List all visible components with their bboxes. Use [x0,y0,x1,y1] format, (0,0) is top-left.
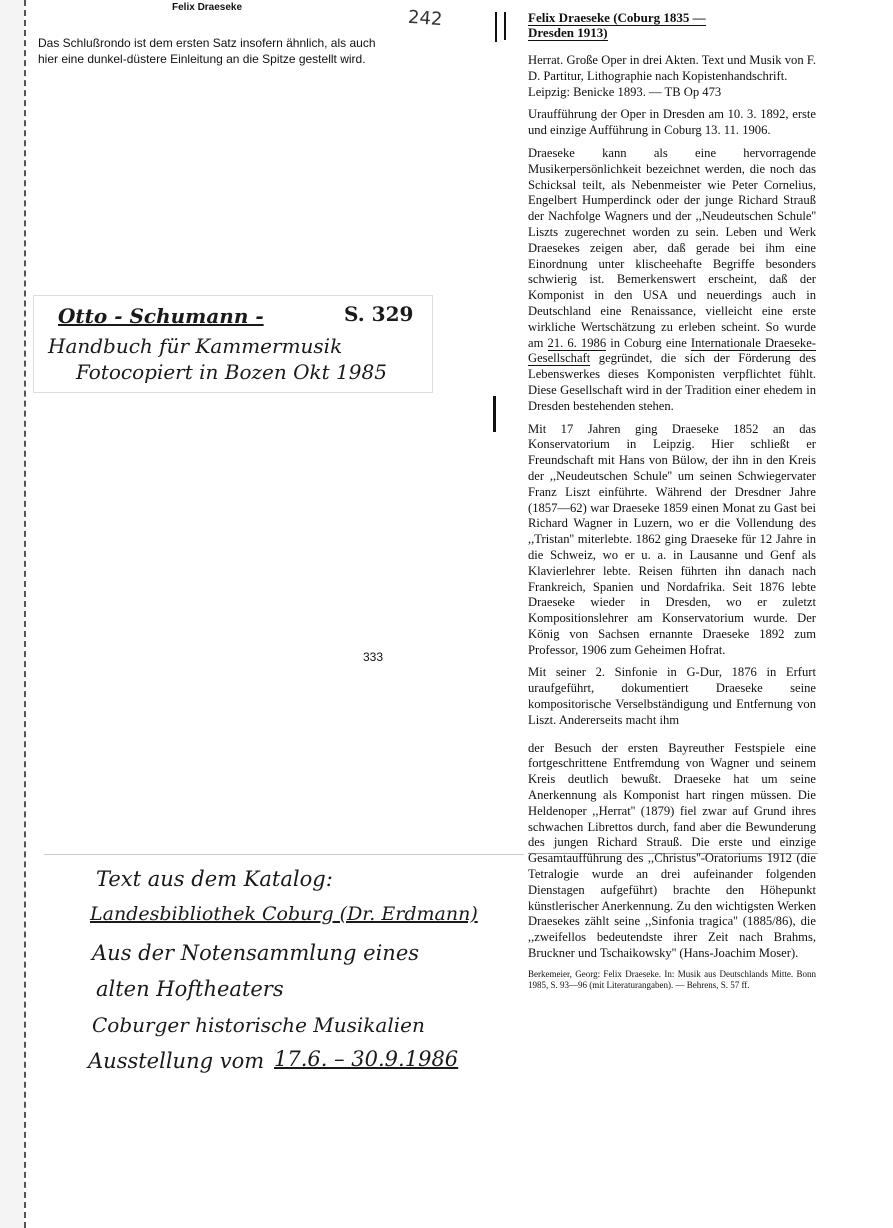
article-p3-rest: gegründet, die sich der Förderung des Lebenswerkes dieses Komponisten verpflichtet fühlt. Diese Gesellschaft wird in der Tradition einer ehedem in Dresden bestehenden stehen. [528,351,816,413]
margin-mark-3 [493,396,496,432]
note2-line5: Coburger historische Musikalien [92,1013,425,1037]
margin-mark-2 [504,12,506,40]
article-p1 [528,53,816,100]
page-header: Felix Draeseke [172,2,243,13]
article-title-line2: Dresden 1913) [528,25,608,40]
article-title [528,10,816,40]
article-p3 [528,146,816,415]
article-p3-date: 21. 6. 1986 [547,335,607,350]
article-column [528,10,816,998]
intro-paragraph: Das Schlußrondo ist dem ersten Satz insofern ähnlich, als auch hier eine dunkel-düstere Einleitung an die Spitze gestellt wird. [38,36,376,66]
note2-line4: alten Hoftheaters [96,977,284,1001]
note2-line6-dates: 17.6. – 30.9.1986 [274,1047,459,1071]
scan-left-margin [0,0,24,1228]
article-references: Berkemeier, Georg: Felix Draeseke. In: Musik aus Deutschlands Mitte. Bonn 1985, S. 93—96 (mit Literaturangaben). — Behrens, S. 57 ff. [528,968,816,990]
article-title-line1: Felix Draeseke (Coburg 1835 — [528,10,706,25]
note-author: Otto - Schumann - [58,304,264,328]
perforation-line [24,0,26,1228]
handwritten-note-catalog [44,854,524,1093]
note-book-title: Handbuch für Kammermusik [48,334,343,358]
article-p2: Uraufführung der Oper in Dresden am 10. 3. 1892, erste und einzige Aufführung in Coburg 13. 11. 1906. [528,107,816,138]
article-p3-mid: in Coburg eine [606,335,691,350]
note2-line2: Landesbibliothek Coburg (Dr. Erdmann) [90,903,478,925]
note-copy-info: Fotocopiert in Bozen Okt 1985 [76,360,387,384]
article-p1-text: Herrat. Große Oper in drei Akten. Text und Musik von F. D. Partitur, Lithographie nach Kopistenhandschrift. [528,53,816,83]
article-p5b: der Besuch der ersten Bayreuther Festspiele eine fortgeschrittene Entfremdung von Wagner und seinem Kreis deutlich bewußt. Draeseke hat um seine Anerkennung als Komponist hart ringen müssen. Die Heldenoper ,,Herrat'' (1879) fiel zwar auf Grund ihres schwachen Librettos durch, fand aber die Bewunderung des jungen Richard Strauß. Die erste und einzige Gesamtaufführung des ,,Christus''-Oratoriums 1912 (die Tetralogie wurde an drei aufeinander folgenden Dienstagen aufgeführt) brachte den Höhepunkt künstlerischer Anerkennung. Zu den wichtigsten Werken Draesekes zählt seine ,,Sinfonia tragica'' (1885/86), die ,,zweifellos bedeutendste ihrer Zeit nach Brahms, Bruckner und Tschaikowsky'' (Hans-Joachim Moser). [528,740,816,961]
margin-mark-1 [495,12,497,42]
article-p4: Mit 17 Jahren ging Draeseke 1852 an das Konservatorium in Leipzig. Hier schließt er Freundschaft mit Hans von Bülow, der ihn in den Kreis der ,,Neudeutschen Schule'' um seinen Schwiegervater Franz Liszt einführte. Während der Dresdner Jahre (1857—62) war Draeseke 1859 einen Monat zu Gast bei Richard Wagner in Luzern, wo er die Vollendung des ,,Tristan'' miterlebte. 1862 ging Draeseke für 12 Jahre in die Schweiz, wo er u. a. in Lausanne und Genf als Klavierlehrer lebte. Reisen führten ihn danach nach Frankreich, Spanien und Nordafrika. Seit 1876 lebte Draeseke wieder in Dresden, wo er zuletzt Kompositionslehrer am Konservatorium wurde. Der König von Sachsen ernannte Draeseke 1892 zum Professor, 1906 zum Geheimen Hofrat. [528,421,816,657]
handwritten-note-source [34,296,432,392]
article-p3-society: Internationale Draeseke-Gesellschaft [528,335,817,366]
note2-line6-label: Ausstellung vom [88,1049,265,1073]
article-p3-text: Draeseke kann als eine hervorragende Musikerpersönlichkeit bezeichnet werden, die noch das Schicksal teilt, als Nebenmeister wie Peter Cornelius, Engelbert Humperdinck oder der junge Richard Strauß der Nachfolge Wagners und der ,,Neudeutschen Schule'' Liszts zugerechnet worden zu sein. Leben und Werk Draesekes zeigen aber, daß gerade bei ihm eine Einordnung unter klischeehafte Begriffe besonders schwierig ist. Bemerkenswert erscheint, daß der Komponist in den USA und neuerdings auch in Deutschland eine Renaissance, vielleicht eine erste wirkliche Wertschätzung zu erleben scheint. So wurde am [528,145,816,350]
note2-line1: Text aus dem Katalog: [96,867,333,891]
article-p5a: Mit seiner 2. Sinfonie in G-Dur, 1876 in Erfurt uraufgeführt, dokumentiert Draeseke seine kompositorische Verselbständigung und Entfernung von Liszt. Andererseits macht ihm [528,665,816,727]
handwritten-page-number: 242 [407,6,444,31]
page-number: 333 [363,650,384,664]
article-p1-publisher: Leipzig: Benicke 1893. — TB Op 473 [528,84,722,99]
note-page-ref: S. 329 [344,302,414,326]
note2-line3: Aus der Notensammlung eines [92,941,420,965]
